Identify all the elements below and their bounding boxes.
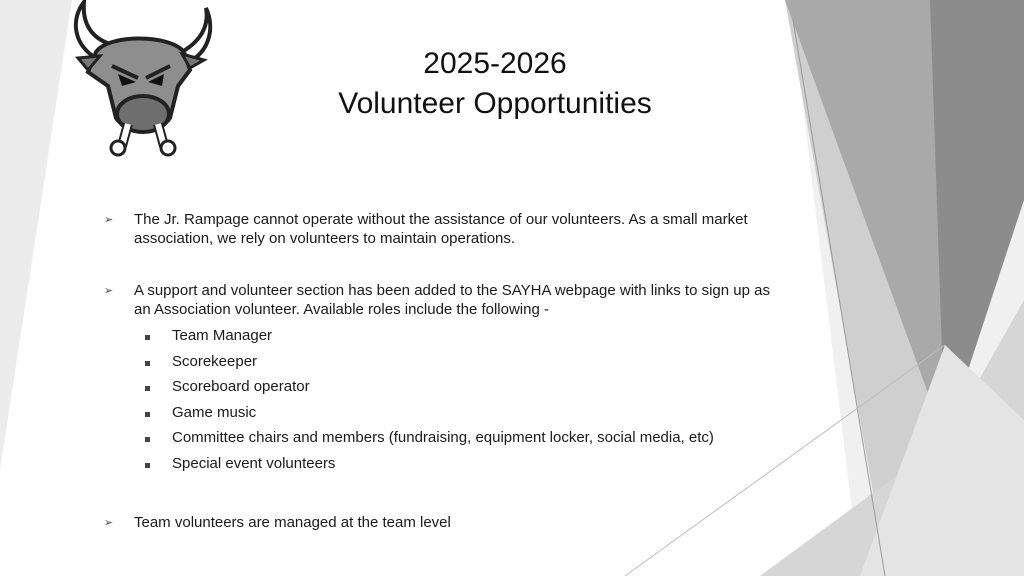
role-item bbox=[172, 377, 790, 403]
arrow-bullet-icon: ➢ bbox=[104, 516, 114, 529]
role-label: Scoreboard operator bbox=[172, 378, 310, 396]
role-label: Committee chairs and members (fundraising, equipment locker, social media, etc) bbox=[172, 429, 714, 447]
bullet-text: A support and volunteer section has been added to the SAYHA webpage with links to sign up as an Association volunteer. Available roles include the following - bbox=[134, 282, 770, 318]
bullet-text: The Jr. Rampage cannot operate without the assistance of our volunteers. As a small market association, we rely on volunteers to maintain operations. bbox=[134, 211, 748, 247]
bullet-item bbox=[100, 281, 790, 480]
role-label: Game music bbox=[172, 403, 257, 421]
square-bullet-icon bbox=[145, 335, 150, 340]
square-bullet-icon bbox=[145, 463, 150, 468]
square-bullet-icon bbox=[145, 437, 150, 442]
arrow-bullet-icon: ➢ bbox=[104, 214, 114, 226]
slide-title-year: 2025-2026 bbox=[423, 47, 567, 80]
square-bullet-icon bbox=[145, 412, 150, 417]
role-label: Scorekeeper bbox=[172, 352, 258, 370]
role-item bbox=[172, 454, 790, 480]
role-item bbox=[172, 403, 790, 429]
bullet-item bbox=[100, 513, 790, 532]
left-facet bbox=[0, 0, 72, 470]
slide-title bbox=[300, 44, 690, 124]
bull-logo bbox=[66, 0, 216, 160]
role-item bbox=[172, 326, 790, 352]
volunteer-roles-list bbox=[134, 326, 790, 480]
square-bullet-icon bbox=[145, 361, 150, 366]
bullet-text: Team volunteers are managed at the team level bbox=[134, 513, 451, 531]
role-label: Team Manager bbox=[172, 327, 273, 344]
slide-title-heading: Volunteer Opportunities bbox=[338, 87, 652, 120]
role-item bbox=[172, 428, 790, 454]
slide-content bbox=[100, 210, 790, 532]
arrow-bullet-icon: ➢ bbox=[104, 285, 114, 297]
role-item bbox=[172, 352, 790, 378]
bullet-item bbox=[100, 210, 790, 248]
square-bullet-icon bbox=[145, 386, 150, 391]
role-label: Special event volunteers bbox=[172, 454, 336, 472]
